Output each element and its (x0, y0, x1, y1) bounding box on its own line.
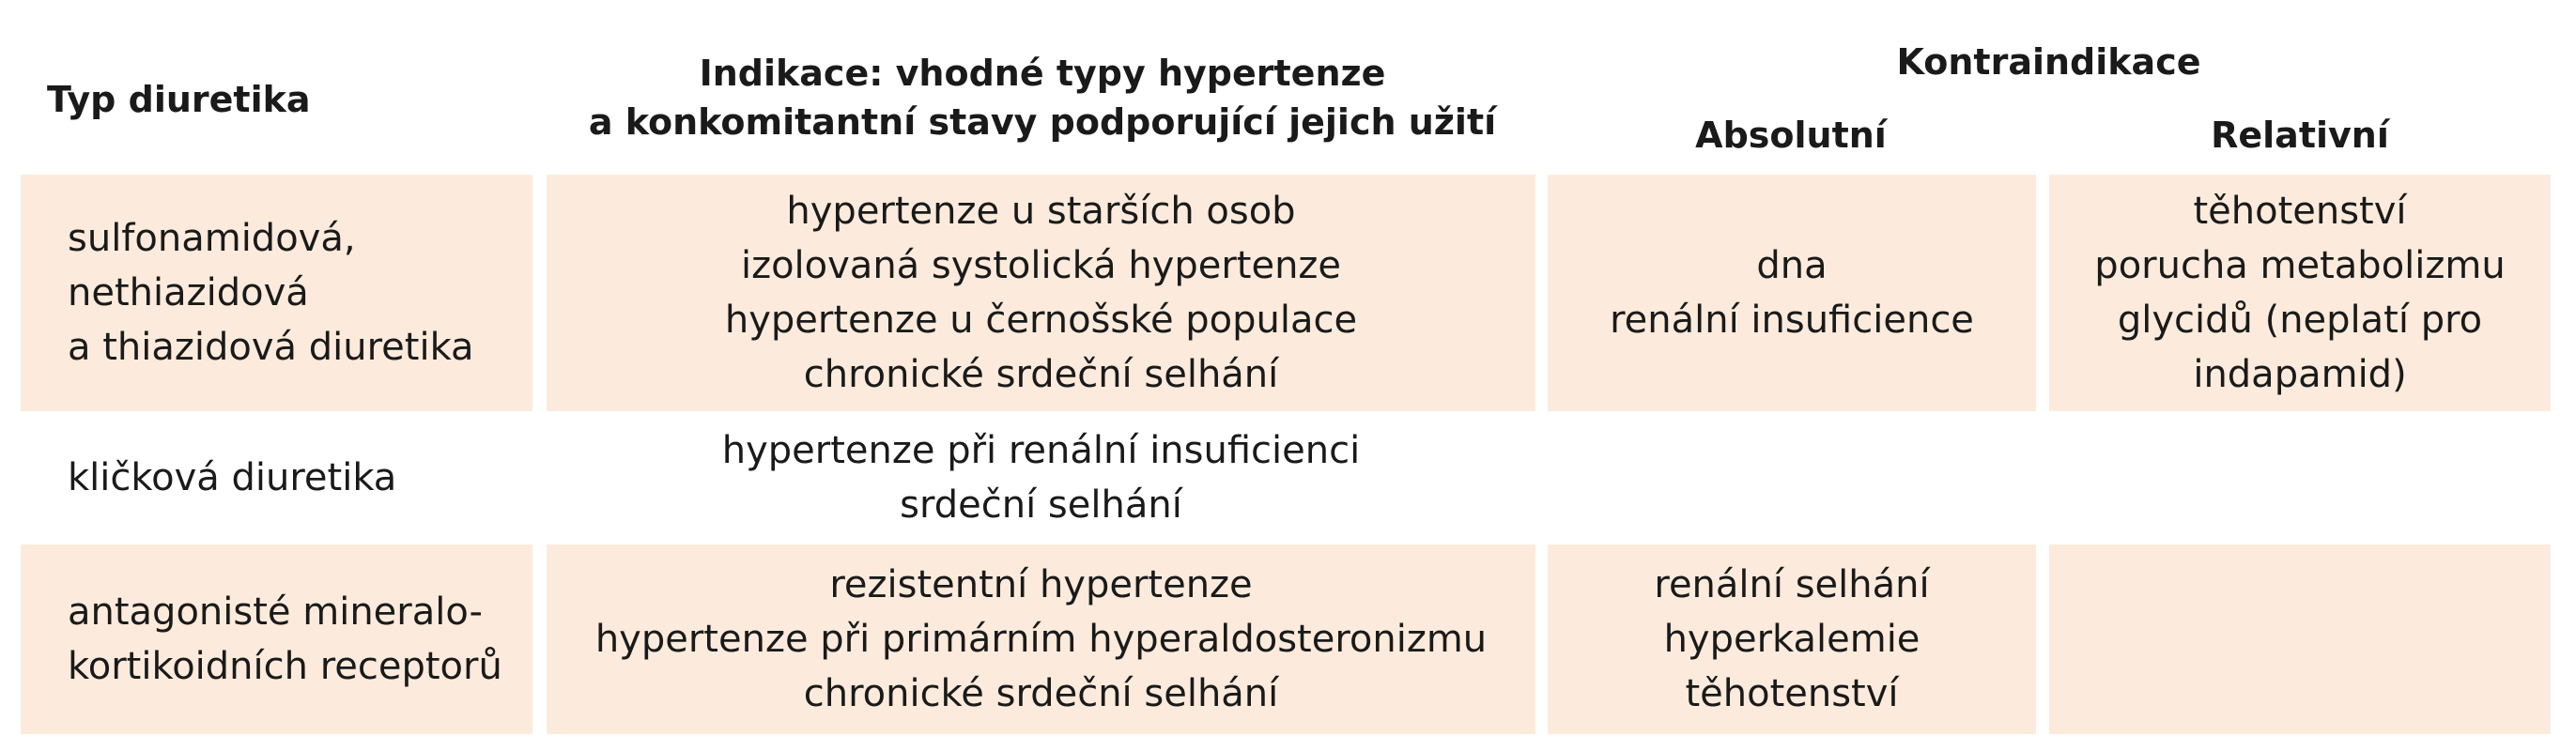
row1-relative-line: těhotenství (2193, 190, 2407, 233)
row1-absolute-cell (1548, 175, 2036, 411)
row3-type-cell (21, 544, 532, 734)
row1-relative-line: indapamid) (2193, 353, 2407, 396)
row1-relative-line: glycidů (neplatí pro (2117, 299, 2483, 342)
row1-relative-cell (2049, 175, 2551, 411)
header-contraindications: Kontraindikace (1896, 41, 2201, 83)
row3-type-line: antagonisté mineralo- (68, 590, 483, 634)
row1-relative-line: porucha metabolizmu (2094, 244, 2506, 287)
row3-indication-line: chronické srdeční selhání (803, 672, 1279, 715)
row3-relative-cell (2049, 544, 2551, 734)
header-indications-line-2: a konkomitantní stavy podporující jejich užití (588, 101, 1497, 143)
row1-indications-cell (547, 175, 1535, 411)
row3-indications-cell (547, 544, 1535, 734)
header-type: Typ diuretika (47, 79, 311, 120)
row3-absolute-line: renální selhání (1654, 563, 1930, 606)
row1-absolute-line: dna (1756, 244, 1828, 287)
header-indications (545, 49, 1540, 146)
row3-absolute-cell (1548, 544, 2036, 734)
header-indications-line-1: Indikace: vhodné typy hypertenze (699, 53, 1386, 94)
row3-indication-line: rezistentní hypertenze (829, 563, 1253, 606)
row3-absolute-line: hyperkalemie (1663, 618, 1920, 661)
row1-type-cell (21, 175, 532, 411)
row3-indication-line: hypertenze při primárním hyperaldosteronizmu (594, 618, 1488, 661)
row1-indication-line: chronické srdeční selhání (803, 353, 1279, 396)
row2-indication-line: srdeční selhání (900, 483, 1182, 527)
row2-indication-line: hypertenze při renální insuficienci (721, 429, 1361, 472)
row2-indications-cell (547, 417, 1535, 539)
row1-type-line: sulfonamidová, (68, 217, 356, 260)
row1-indication-line: hypertenze u černošské populace (724, 299, 1358, 342)
row2-type-line: kličková diuretika (68, 456, 397, 499)
row1-type-line: a thiazidová diuretika (68, 326, 474, 369)
row1-type-line: nethiazidová (68, 271, 309, 314)
row1-absolute-line: renální insuficience (1610, 299, 1974, 342)
row1-indication-line: izolovaná systolická hypertenze (740, 244, 1342, 287)
header-absolute: Absolutní (1695, 115, 1887, 156)
header-relative: Relativní (2211, 115, 2389, 156)
row3-type-line: kortikoidních receptorů (68, 645, 502, 688)
row1-indication-line: hypertenze u starších osob (786, 190, 1296, 233)
row3-absolute-line: těhotenství (1685, 672, 1899, 715)
row2-type-cell (21, 417, 532, 539)
